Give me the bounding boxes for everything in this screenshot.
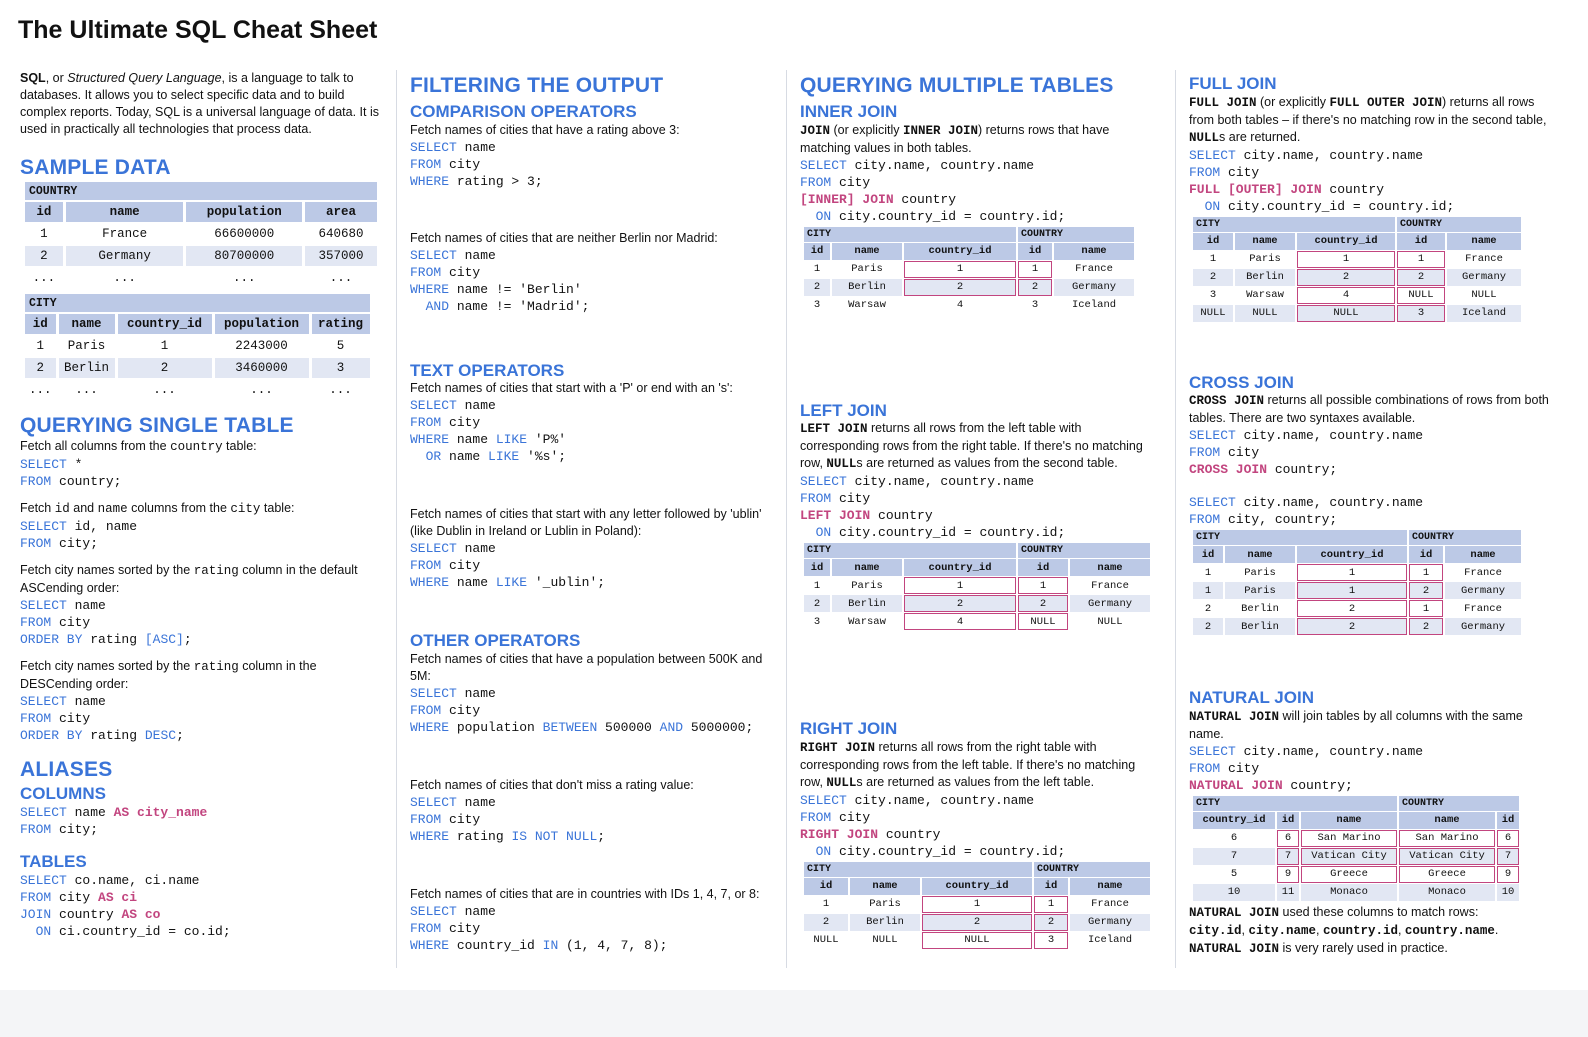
full-join-result-table: CITY COUNTRY id name country_id id name 1 Paris 1 1 France 2 Berlin 2 2 Germany 3 Warsaw 4 NULL NULL NULL NULL NULL 3 Iceland bbox=[1191, 216, 1523, 323]
inner-join-result-table: CITY COUNTRY id name country_id id name 1 Paris 1 1 France 2 Berlin 2 2 Germany 3 Warsaw 4 3 Iceland bbox=[802, 226, 1136, 315]
description: JOIN (or explicitly INNER JOIN) returns rows that have matching values in both tables. bbox=[800, 122, 1110, 155]
natural-join-footnote: NATURAL JOIN used these columns to match rows: city.id, city.name, country.id, country.name. NATURAL JOIN is very rarely used in practice. bbox=[1189, 904, 1499, 956]
column-2 bbox=[410, 70, 780, 968]
cross-join-result-table: CITY COUNTRY id name country_id id name 1 Paris 1 1 France 1 Paris 1 2 Germany 2 Berlin 2 1 France 2 Berlin 2 2 Germany bbox=[1191, 529, 1523, 636]
code-snippet: SELECT city.name, country.name FROM city, country; bbox=[1189, 495, 1424, 528]
left-join-result-table: CITY COUNTRY id name country_id id name 1 Paris 1 1 France 2 Berlin 2 2 Germany 3 Warsaw 4 NULL NULL bbox=[802, 542, 1152, 631]
other-operators-subheading: OTHER OPERATORS bbox=[410, 631, 581, 651]
description: Fetch names of cities that don't miss a rating value: bbox=[410, 777, 694, 792]
bottom-bar bbox=[0, 990, 1588, 1037]
code-snippet: SELECT co.name, ci.name FROM city AS ci JOIN country AS co ON ci.country_id = co.id; bbox=[20, 872, 231, 939]
code-snippet: SELECT name FROM city WHERE name LIKE 'P%' OR name LIKE '%s'; bbox=[410, 398, 567, 465]
description: FULL JOIN (or explicitly FULL OUTER JOIN) returns all rows from both tables – if there's no matching row in the second table, NULLs are returned. bbox=[1189, 94, 1547, 145]
querying-single-table-heading: QUERYING SINGLE TABLE bbox=[20, 414, 294, 438]
page-title: The Ultimate SQL Cheat Sheet bbox=[18, 16, 378, 44]
description: Fetch names of cities that start with a 'P' or end with an 's': bbox=[410, 381, 733, 396]
column-3 bbox=[800, 70, 1160, 968]
description: Fetch names of cities that have a rating above 3: bbox=[410, 122, 680, 137]
code-snippet: SELECT city.name, country.name FROM city NATURAL JOIN country; bbox=[1189, 743, 1424, 793]
description: CROSS JOIN returns all possible combinations of rows from both tables. There are two syntaxes available. bbox=[1189, 393, 1549, 426]
column-divider bbox=[1175, 70, 1176, 968]
comparison-subheading: COMPARISON OPERATORS bbox=[410, 102, 637, 122]
description: Fetch names of cities that start with any letter followed by 'ublin' (like Dublin in Ireland or Lublin in Poland): bbox=[410, 507, 762, 539]
description: Fetch names of cities that are neither Berlin nor Madrid: bbox=[410, 230, 718, 245]
code-snippet: SELECT name FROM city WHERE name != 'Berlin' AND name != 'Madrid'; bbox=[410, 247, 590, 314]
code-snippet: SELECT name FROM city ORDER BY rating [ASC]; bbox=[20, 598, 192, 648]
code-snippet: SELECT city.name, country.name FROM city LEFT JOIN country ON city.country_id = country.id; bbox=[800, 474, 1066, 541]
description: Fetch names of cities that are in countries with IDs 1, 4, 7, or 8: bbox=[410, 886, 760, 901]
inner-join-subheading: INNER JOIN bbox=[800, 102, 898, 122]
tables-subheading: TABLES bbox=[20, 851, 87, 871]
column-divider bbox=[396, 70, 397, 968]
intro-text: SQL, or Structured Query Language, is a language to talk to databases. It allows you to select specific data and to build complex reports. Today, SQL is a universal language of data. It is used in practically all technologies that process data. bbox=[20, 71, 379, 136]
code-snippet: SELECT id, name FROM city; bbox=[20, 519, 138, 552]
description: NATURAL JOIN will join tables by all columns with the same name. bbox=[1189, 708, 1523, 741]
description: Fetch all columns from the country table: bbox=[20, 439, 257, 455]
code-snippet: SELECT name FROM city WHERE population BETWEEN 500000 AND 5000000; bbox=[410, 685, 754, 735]
description: Fetch names of cities that have a population between 500K and 5M: bbox=[410, 651, 763, 683]
column-4 bbox=[1189, 70, 1549, 968]
code-snippet: SELECT city.name, country.name FROM city FULL [OUTER] JOIN country ON city.country_id = country.id; bbox=[1189, 147, 1455, 214]
sample-data-heading: SAMPLE DATA bbox=[20, 156, 171, 179]
right-join-result-table: CITY COUNTRY id name country_id id name 1 Paris 1 1 France 2 Berlin 2 2 Germany NULL NULL NULL 3 Iceland bbox=[802, 861, 1152, 950]
code-snippet: SELECT city.name, country.name FROM city RIGHT JOIN country ON city.country_id = country.id; bbox=[800, 792, 1066, 859]
code-snippet: SELECT name FROM city WHERE name LIKE '_ublin'; bbox=[410, 541, 606, 591]
aliases-heading: ALIASES bbox=[20, 758, 113, 782]
description: Fetch city names sorted by the rating column in the DESCending order: bbox=[20, 659, 317, 692]
code-snippet: SELECT name FROM city WHERE rating > 3; bbox=[410, 139, 543, 189]
code-snippet: SELECT name FROM city ORDER BY rating DESC; bbox=[20, 694, 184, 744]
filtering-heading: FILTERING THE OUTPUT bbox=[410, 74, 664, 97]
city-sample-table: CITY id name country_id population rating 1 Paris 1 2243000 5 2 Berlin 2 3460000 3 ... ... ... ... ... bbox=[22, 292, 373, 402]
full-join-subheading: FULL JOIN bbox=[1189, 74, 1277, 93]
description: LEFT JOIN returns all rows from the left table with corresponding rows from the right table. If there's no matching row, NULLs are returned as values from the second table. bbox=[800, 421, 1143, 472]
left-join-subheading: LEFT JOIN bbox=[800, 400, 887, 420]
country-sample-table: COUNTRY id name population area 1 France 66600000 640680 2 Germany 80700000 357000 ... ... ... ... bbox=[22, 180, 380, 290]
column-divider bbox=[786, 70, 787, 968]
code-snippet: SELECT name AS city_name FROM city; bbox=[20, 804, 208, 837]
code-snippet: SELECT * FROM country; bbox=[20, 457, 122, 490]
code-snippet: SELECT city.name, country.name FROM city CROSS JOIN country; bbox=[1189, 428, 1424, 478]
cross-join-subheading: CROSS JOIN bbox=[1189, 372, 1294, 392]
description: Fetch city names sorted by the rating column in the default ASCending order: bbox=[20, 563, 358, 596]
code-snippet: SELECT name FROM city WHERE country_id IN (1, 4, 7, 8); bbox=[410, 903, 668, 953]
natural-join-subheading: NATURAL JOIN bbox=[1189, 688, 1314, 708]
description: Fetch id and name columns from the city table: bbox=[20, 501, 295, 517]
description: RIGHT JOIN returns all rows from the right table with corresponding rows from the left table. If there's no matching row, NULLs are returned as values from the left table. bbox=[800, 739, 1136, 790]
querying-multiple-tables-heading: QUERYING MULTIPLE TABLES bbox=[800, 74, 1114, 97]
column-1 bbox=[20, 70, 380, 968]
code-snippet: SELECT name FROM city WHERE rating IS NOT NULL; bbox=[410, 794, 606, 844]
right-join-subheading: RIGHT JOIN bbox=[800, 719, 898, 739]
natural-join-result-table: CITY COUNTRY country_id id name name id 6 6 San Marino San Marino 6 7 7 Vatican City Vatican City 7 5 9 Greece Greece 9 10 11 Monaco Monaco 10 bbox=[1191, 795, 1521, 902]
code-snippet: SELECT city.name, country.name FROM city [INNER] JOIN country ON city.country_id = country.id; bbox=[800, 157, 1066, 224]
text-operators-subheading: TEXT OPERATORS bbox=[410, 360, 565, 380]
columns-subheading: COLUMNS bbox=[20, 784, 106, 804]
